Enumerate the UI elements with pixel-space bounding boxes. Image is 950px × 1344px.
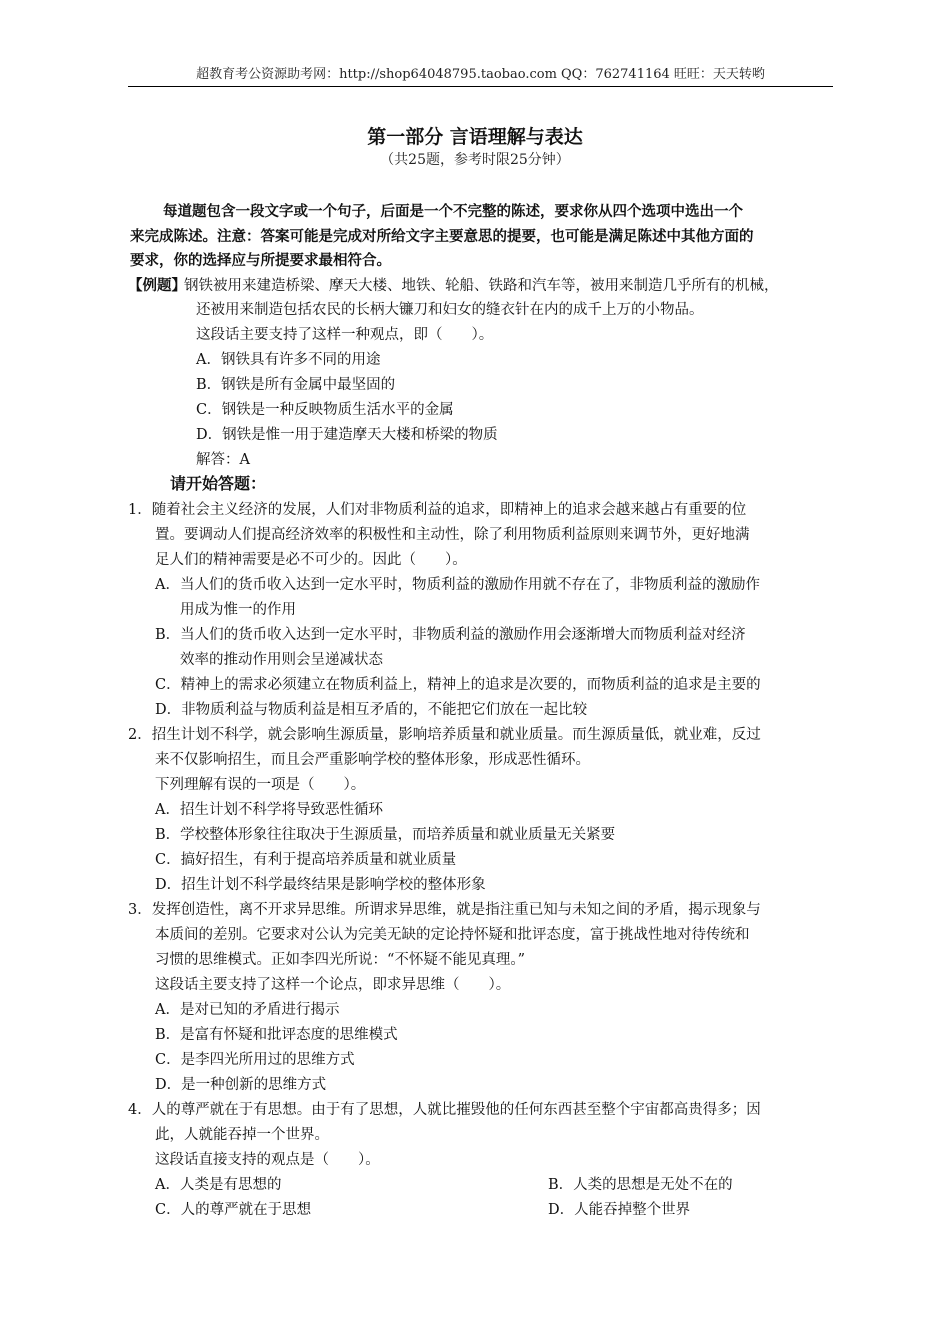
question-4-option-a: A．人类是有思想的 <box>155 1177 282 1193</box>
header-divider <box>128 86 833 87</box>
question-4-option-b: B．人类的思想是无处不在的 <box>548 1177 733 1193</box>
question-1-option-b-cont: 效率的推动作用则会呈递减状态 <box>180 652 383 668</box>
example-text-line: 还被用来制造包括农民的长柄大镰刀和妇女的缝衣针在内的成千上万的小物品。 <box>196 302 704 318</box>
instructions-line: 每道题包含一段文字或一个句子，后面是一个不完整的陈述，要求你从四个选项中选出一个 <box>163 204 743 220</box>
question-4-option-d: D．人能吞掉整个世界 <box>548 1202 691 1218</box>
question-1-option-c: C．精神上的需求必须建立在物质利益上，精神上的追求是次要的，而物质利益的追求是主要的 <box>155 677 761 693</box>
question-1-option-a: A．当人们的货币收入达到一定水平时，物质利益的激励作用就不存在了，非物质利益的激励作 <box>155 577 760 593</box>
question-1-stem-line: 置。要调动人们提高经济效率的积极性和主动性，除了利用物质利益原则来调节外，更好地满 <box>155 527 750 543</box>
example-answer: 解答：A <box>196 452 250 468</box>
instructions-line: 要求，你的选择应与所提要求最相符合。 <box>130 253 391 269</box>
instructions-line: 来完成陈述。注意：答案可能是完成对所给文字主要意思的提要，也可能是满足陈述中其他方面的 <box>130 228 754 245</box>
question-4-option-c: C．人的尊严就在于思想 <box>155 1202 312 1218</box>
question-3-option-a: A．是对已知的矛盾进行揭示 <box>155 1002 340 1018</box>
example-question: 这段话主要支持了这样一种观点，即（ ）。 <box>196 327 494 343</box>
question-3-stem-line: 3．发挥创造性，离不开求异思维。所谓求异思维，就是指注重已知与未知之间的矛盾，揭示现象与 <box>128 902 761 918</box>
start-label: 请开始答题： <box>170 474 267 493</box>
question-2-stem-line: 来不仅影响招生，而且会严重影响学校的整体形象，形成恶性循环。 <box>155 752 590 768</box>
question-1-option-b: B．当人们的货币收入达到一定水平时，非物质利益的激励作用会逐渐增大而物质利益对经济 <box>155 627 746 643</box>
section-title: 第一部分 言语理解与表达 <box>367 126 583 148</box>
page-header: 超教育考公资源助考网：http://shop64048795.taobao.com QQ：762741164 旺旺：天天转哟 <box>196 67 765 82</box>
question-2-option-a: A．招生计划不科学将导致恶性循环 <box>155 802 383 818</box>
question-3-stem-line: 这段话主要支持了这样一个论点，即求异思维（ ）。 <box>155 977 511 993</box>
question-3-option-d: D．是一种创新的思维方式 <box>155 1077 327 1093</box>
example-option-c: C．钢铁是一种反映物质生活水平的金属 <box>196 402 454 418</box>
question-1-stem-line: 足人们的精神需要是必不可少的。因此（ ）。 <box>155 552 467 568</box>
question-2-stem-line: 下列理解有误的一项是（ ）。 <box>155 777 366 793</box>
example-option-b: B．钢铁是所有金属中最坚固的 <box>196 377 396 393</box>
question-4-stem-line: 此，人就能吞掉一个世界。 <box>155 1127 329 1143</box>
question-2-option-d: D．招生计划不科学最终结果是影响学校的整体形象 <box>155 877 486 893</box>
question-4-stem-line: 这段话直接支持的观点是（ ）。 <box>155 1152 380 1168</box>
example-label: 【例题】 <box>128 278 186 294</box>
question-2-stem-line: 2．招生计划不科学，就会影响生源质量，影响培养质量和就业质量。而生源质量低，就业难，反过 <box>128 727 761 743</box>
question-3-stem-line: 本质间的差别。它要求对公认为完美无缺的定论持怀疑和批评态度，富于挑战性地对待传统和 <box>155 927 750 943</box>
question-3-stem-line: 习惯的思维模式。正如李四光所说：“不怀疑不能见真理。” <box>155 952 526 968</box>
question-2-option-c: C．搞好招生，有利于提高培养质量和就业质量 <box>155 852 457 868</box>
question-1-stem-line: 1．随着社会主义经济的发展，人们对非物质利益的追求，即精神上的追求会越来越占有重要的位 <box>128 502 747 518</box>
example-option-a: A．钢铁具有许多不同的用途 <box>196 352 381 368</box>
question-3-option-c: C．是李四光所用过的思维方式 <box>155 1052 355 1068</box>
question-2-option-b: B．学校整体形象往往取决于生源质量，而培养质量和就业质量无关紧要 <box>155 827 616 843</box>
question-3-option-b: B．是富有怀疑和批评态度的思维模式 <box>155 1027 398 1043</box>
section-subtitle: （共25题，参考时限25分钟） <box>380 152 570 168</box>
question-1-option-d: D．非物质利益与物质利益是相互矛盾的，不能把它们放在一起比较 <box>155 702 588 718</box>
example-option-d: D．钢铁是惟一用于建造摩天大楼和桥梁的物质 <box>196 427 498 443</box>
question-4-stem-line: 4．人的尊严就在于有思想。由于有了思想，人就比摧毁他的任何东西甚至整个宇宙都高贵得多；因 <box>128 1102 761 1118</box>
instructions-paragraph <box>130 200 835 274</box>
example-text-line: 钢铁被用来建造桥梁、摩天大楼、地铁、轮船、铁路和汽车等，被用来制造几乎所有的机械， <box>184 278 779 294</box>
question-1-option-a-cont: 用成为惟一的作用 <box>180 602 296 618</box>
